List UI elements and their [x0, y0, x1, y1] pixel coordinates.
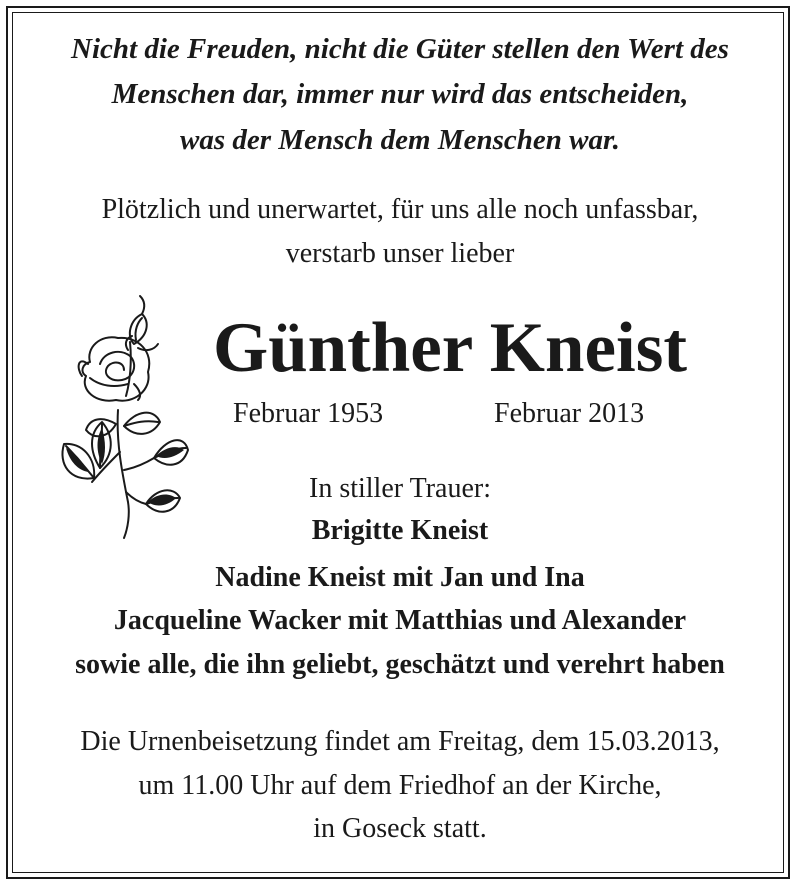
mourner-line-4: sowie alle, die ihn geliebt, geschätzt und verehrt haben — [75, 649, 725, 680]
funeral-line-3: in Goseck statt. — [313, 813, 487, 844]
announcement-line-1: Plötzlich und unerwartet, für uns alle noch unfassbar, — [101, 194, 699, 225]
motto-line-3: was der Mensch dem Menschen war. — [180, 124, 620, 156]
mourning-intro: In stiller Trauer: — [309, 473, 491, 504]
funeral-line-2: um 11.00 Uhr auf dem Friedhof an der Kirche, — [138, 770, 662, 801]
announcement-line-2: verstarb unser lieber — [285, 238, 515, 269]
mourner-line-3: Jacqueline Wacker mit Matthias und Alexander — [113, 605, 687, 636]
birth-date: Februar 1953 — [233, 398, 384, 429]
motto-line-1: Nicht die Freuden, nicht die Güter stellen den Wert des — [71, 33, 729, 65]
mourner-line-2: Nadine Kneist mit Jan und Ina — [215, 562, 585, 593]
motto-line-2: Menschen dar, immer nur wird das entscheiden, — [111, 78, 689, 110]
mourner-line-1: Brigitte Kneist — [311, 515, 489, 546]
death-date: Februar 2013 — [494, 398, 645, 429]
deceased-name: Günther Kneist — [212, 309, 688, 387]
funeral-line-1: Die Urnenbeisetzung findet am Freitag, dem 15.03.2013, — [80, 726, 720, 757]
